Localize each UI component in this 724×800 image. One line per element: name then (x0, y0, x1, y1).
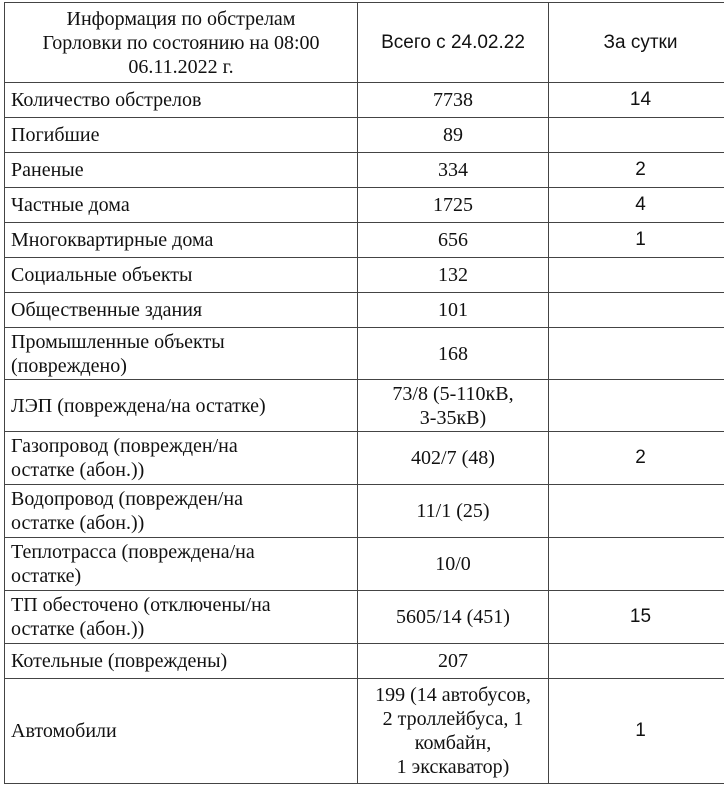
table-row (5, 591, 724, 644)
row-name-cell: Общественные здания (5, 293, 358, 328)
table-row (5, 153, 724, 188)
shelling-info-table (4, 2, 724, 784)
row-name-cell: Раненые (5, 153, 358, 188)
row-total-cell: 132 (358, 258, 549, 293)
table-row (5, 293, 724, 328)
row-day-cell: 1 (549, 679, 724, 784)
row-day-cell: 2 (549, 153, 724, 188)
row-total-cell: 5605/14 (451) (358, 591, 549, 644)
table-row (5, 258, 724, 293)
table-row (5, 118, 724, 153)
row-name-cell: Промышленные объекты (повреждено) (5, 328, 358, 380)
table-body (5, 83, 724, 784)
total-column-header: Всего с 24.02.22 (358, 3, 549, 83)
row-total-cell: 402/7 (48) (358, 432, 549, 485)
row-day-cell (549, 485, 724, 538)
row-total-cell: 168 (358, 328, 549, 380)
row-day-cell (549, 328, 724, 380)
row-name-cell: Частные дома (5, 188, 358, 223)
row-total-cell: 1725 (358, 188, 549, 223)
table-row (5, 679, 724, 784)
table-row (5, 538, 724, 591)
row-day-cell: 15 (549, 591, 724, 644)
row-name-cell: Погибшие (5, 118, 358, 153)
row-day-cell (549, 538, 724, 591)
row-total-cell: 207 (358, 644, 549, 679)
row-total-cell: 7738 (358, 83, 549, 118)
row-day-cell: 2 (549, 432, 724, 485)
row-name-cell: Автомобили (5, 679, 358, 784)
table-title-cell: Информация по обстрелам Горловки по состоянию на 08:00 06.11.2022 г. (5, 3, 358, 83)
row-name-cell: Количество обстрелов (5, 83, 358, 118)
row-day-cell (549, 380, 724, 432)
row-name-cell: Социальные объекты (5, 258, 358, 293)
table-row (5, 380, 724, 432)
day-column-header: За сутки (549, 3, 724, 83)
table-row (5, 223, 724, 258)
row-total-cell: 11/1 (25) (358, 485, 549, 538)
row-total-cell: 101 (358, 293, 549, 328)
row-total-cell: 656 (358, 223, 549, 258)
row-total-cell: 334 (358, 153, 549, 188)
row-name-cell: Теплотрасса (повреждена/на остатке) (5, 538, 358, 591)
row-day-cell: 1 (549, 223, 724, 258)
row-name-cell: Водопровод (поврежден/на остатке (абон.)) (5, 485, 358, 538)
table-row (5, 485, 724, 538)
row-day-cell: 14 (549, 83, 724, 118)
row-total-cell: 199 (14 автобусов, 2 троллейбуса, 1 комбайн, 1 экскаватор) (358, 679, 549, 784)
row-day-cell (549, 293, 724, 328)
table-row (5, 328, 724, 380)
row-name-cell: Котельные (повреждены) (5, 644, 358, 679)
table-row (5, 188, 724, 223)
row-name-cell: ТП обесточено (отключены/на остатке (абон.)) (5, 591, 358, 644)
row-day-cell (549, 644, 724, 679)
table-row (5, 83, 724, 118)
table-header-row (5, 3, 724, 83)
table-row (5, 432, 724, 485)
row-day-cell (549, 118, 724, 153)
row-total-cell: 73/8 (5-110кВ, 3-35кВ) (358, 380, 549, 432)
row-day-cell: 4 (549, 188, 724, 223)
row-day-cell (549, 258, 724, 293)
row-total-cell: 10/0 (358, 538, 549, 591)
row-name-cell: Многоквартирные дома (5, 223, 358, 258)
row-name-cell: Газопровод (поврежден/на остатке (абон.)) (5, 432, 358, 485)
row-name-cell: ЛЭП (повреждена/на остатке) (5, 380, 358, 432)
row-total-cell: 89 (358, 118, 549, 153)
table-row (5, 644, 724, 679)
